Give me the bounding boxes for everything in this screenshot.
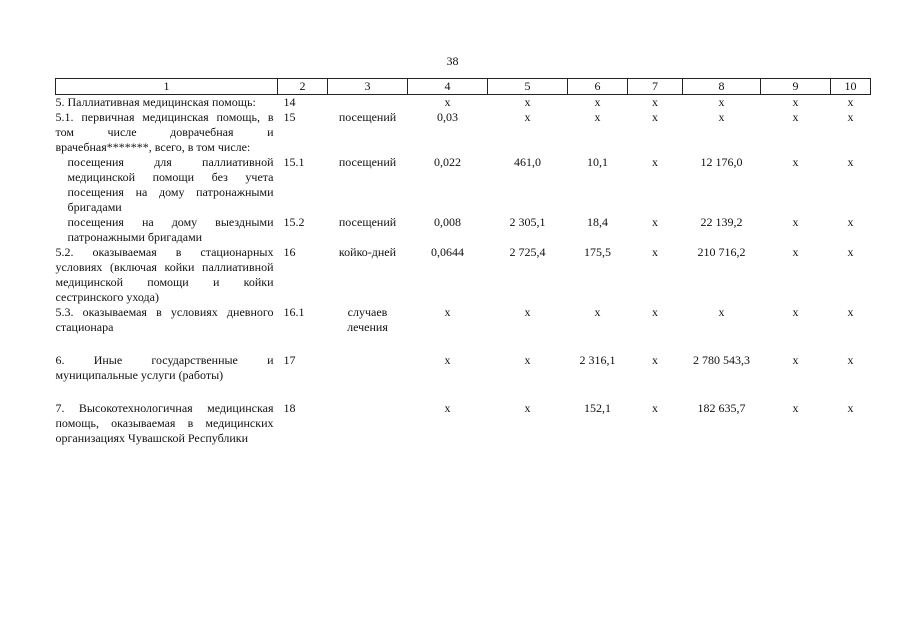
value-col-8: х bbox=[718, 305, 725, 319]
table-body bbox=[56, 95, 871, 447]
financing-table bbox=[55, 78, 871, 446]
row-unit: случаев лечения bbox=[347, 305, 388, 334]
row-unit: посещений bbox=[338, 155, 397, 169]
value-col-9: х bbox=[792, 110, 799, 124]
value-col-9: х bbox=[792, 215, 799, 229]
value-col-4: 0,0644 bbox=[431, 245, 464, 259]
header-cell-3: 3 bbox=[328, 79, 408, 95]
value-col-5: х bbox=[524, 110, 531, 124]
row-name: посещения на дому выездными патронажными бригадами bbox=[67, 215, 274, 244]
value-col-9: х bbox=[792, 353, 799, 367]
table-row bbox=[56, 95, 871, 111]
header-cell-7: 7 bbox=[628, 79, 683, 95]
header-cell-10: 10 bbox=[831, 79, 871, 95]
value-col-7: х bbox=[652, 401, 658, 415]
header-row bbox=[56, 79, 871, 95]
row-code: 17 bbox=[283, 353, 296, 367]
value-col-4: 0,022 bbox=[434, 155, 461, 169]
value-col-7: х bbox=[652, 215, 658, 229]
value-col-7: х bbox=[652, 155, 658, 169]
value-col-8: 12 176,0 bbox=[700, 155, 743, 169]
row-unit bbox=[328, 353, 408, 401]
value-col-5: 461,0 bbox=[514, 155, 541, 169]
value-col-9: х bbox=[792, 305, 799, 319]
row-unit: посещений bbox=[338, 110, 397, 124]
value-col-4: х bbox=[444, 305, 451, 319]
row-code: 15.1 bbox=[283, 155, 305, 169]
row-name: посещения для паллиативной медицинской помощи без учета посещения на дому патронажными бригадами bbox=[67, 155, 274, 214]
header-cell-6: 6 bbox=[568, 79, 628, 95]
value-col-9: х bbox=[792, 155, 799, 169]
header-cell-1: 1 bbox=[56, 79, 278, 95]
header-cell-2: 2 bbox=[278, 79, 328, 95]
value-col-5: х bbox=[524, 305, 531, 319]
value-col-4: х bbox=[444, 401, 451, 415]
value-col-7: х bbox=[652, 110, 658, 124]
row-name: 7. Высокотехнологичная медицинская помощь, оказываемая в медицинских организациях Чувашской Республики bbox=[55, 401, 274, 445]
value-col-8: 210 716,2 bbox=[697, 245, 746, 259]
header-cell-8: 8 bbox=[683, 79, 761, 95]
value-col-5: 2 305,1 bbox=[509, 215, 546, 229]
value-col-5: х bbox=[524, 95, 531, 109]
row-code: 14 bbox=[283, 95, 296, 109]
row-unit bbox=[328, 401, 408, 446]
table-row bbox=[56, 305, 871, 353]
row-code: 15 bbox=[283, 110, 296, 124]
header-cell-4: 4 bbox=[408, 79, 488, 95]
page-number: 38 bbox=[446, 54, 459, 68]
value-col-4: 0,008 bbox=[434, 215, 461, 229]
table-row bbox=[56, 353, 871, 401]
value-col-10: х bbox=[847, 401, 854, 415]
row-name: 5.1. первичная медицинская помощь, в том числе доврачебная и врачебная*******, всего, в том числе: bbox=[55, 110, 274, 154]
row-code: 15.2 bbox=[283, 215, 305, 229]
row-code: 16 bbox=[283, 245, 296, 259]
value-col-4: х bbox=[444, 95, 451, 109]
table-row bbox=[56, 245, 871, 305]
value-col-10: х bbox=[847, 95, 854, 109]
value-col-9: х bbox=[792, 95, 799, 109]
row-name: 5.2. оказываемая в стационарных условиях (включая койки паллиативной медицинской помощи и койки сестринского ухода) bbox=[55, 245, 274, 304]
row-unit bbox=[328, 95, 408, 111]
value-col-5: х bbox=[524, 353, 531, 367]
value-col-7: х bbox=[652, 305, 658, 319]
value-col-9: х bbox=[792, 401, 799, 415]
table-row bbox=[56, 155, 871, 215]
row-unit: посещений bbox=[338, 215, 397, 229]
row-code: 16.1 bbox=[283, 305, 305, 319]
value-col-9: х bbox=[792, 245, 799, 259]
row-name: 5.3. оказываемая в условиях дневного стационара bbox=[55, 305, 274, 334]
value-col-10: х bbox=[847, 305, 854, 319]
value-col-6: 18,4 bbox=[587, 215, 608, 229]
value-col-7: х bbox=[652, 95, 658, 109]
value-col-6: 10,1 bbox=[587, 155, 608, 169]
value-col-6: х bbox=[594, 305, 601, 319]
value-col-4: 0,03 bbox=[437, 110, 458, 124]
value-col-6: х bbox=[594, 95, 601, 109]
row-code: 18 bbox=[283, 401, 296, 415]
value-col-6: 152,1 bbox=[584, 401, 611, 415]
table-header bbox=[56, 79, 871, 95]
value-col-5: х bbox=[524, 401, 531, 415]
value-col-4: х bbox=[444, 353, 451, 367]
value-col-8: 22 139,2 bbox=[700, 215, 743, 229]
value-col-8: х bbox=[718, 110, 725, 124]
value-col-6: 2 316,1 bbox=[579, 353, 616, 367]
value-col-10: х bbox=[847, 245, 854, 259]
value-col-10: х bbox=[847, 215, 854, 229]
header-cell-5: 5 bbox=[488, 79, 568, 95]
value-col-5: 2 725,4 bbox=[509, 245, 546, 259]
value-col-6: 175,5 bbox=[584, 245, 611, 259]
row-unit: койко-дней bbox=[338, 245, 397, 259]
value-col-10: х bbox=[847, 155, 854, 169]
value-col-8: х bbox=[718, 95, 725, 109]
header-cell-9: 9 bbox=[761, 79, 831, 95]
value-col-8: 182 635,7 bbox=[697, 401, 746, 415]
table-row bbox=[56, 215, 871, 245]
value-col-7: х bbox=[652, 245, 658, 259]
value-col-6: х bbox=[594, 110, 601, 124]
value-col-10: х bbox=[847, 110, 854, 124]
row-name: 5. Паллиативная медицинская помощь: bbox=[55, 95, 256, 109]
table-row bbox=[56, 401, 871, 446]
table-row bbox=[56, 110, 871, 155]
row-name: 6. Иные государственные и муниципальные услуги (работы) bbox=[55, 353, 274, 382]
value-col-10: х bbox=[847, 353, 854, 367]
value-col-7: х bbox=[652, 353, 658, 367]
value-col-8: 2 780 543,3 bbox=[693, 353, 750, 367]
